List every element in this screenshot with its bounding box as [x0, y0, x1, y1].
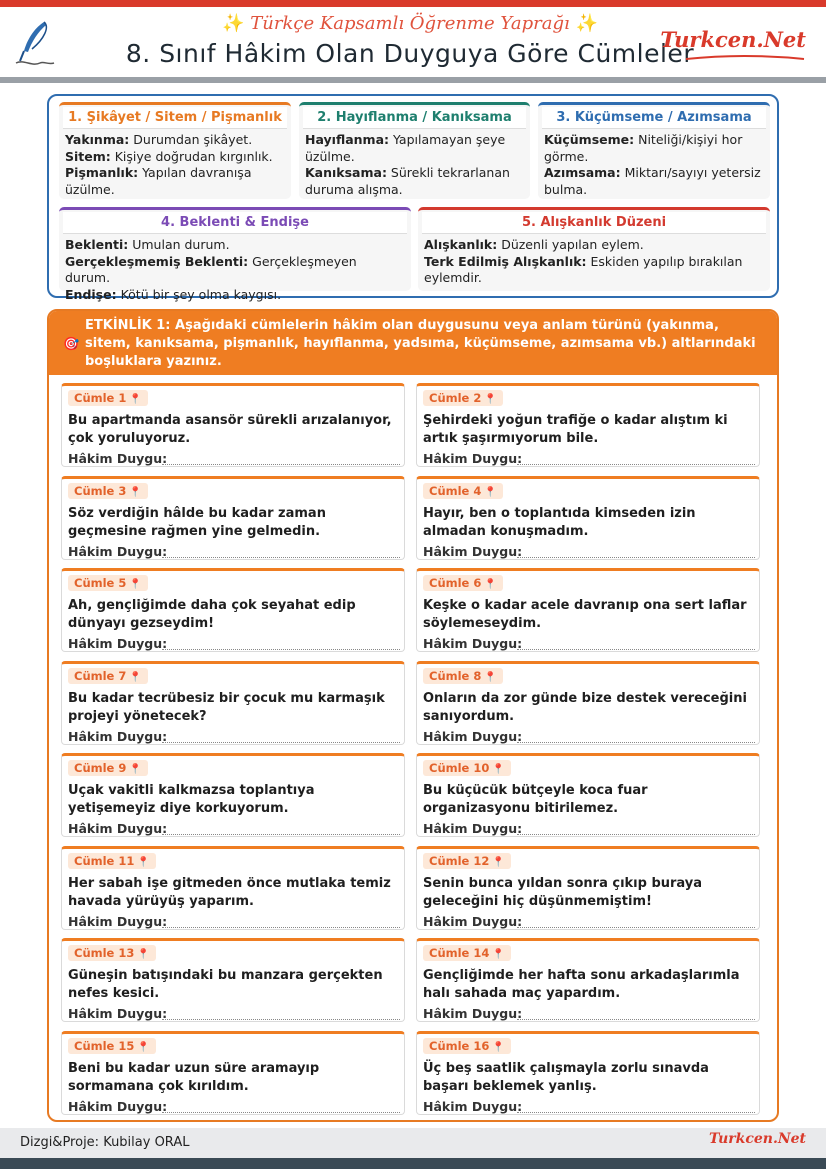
sentence-text: Beni bu kadar uzun süre aramayıp sormamana çok kırıldım.: [68, 1060, 320, 1094]
sentence-text: Her sabah işe gitmeden önce mutlaka temiz havada yürüyüş yaparım.: [68, 875, 391, 909]
answer-label: Hâkim Duygu:: [68, 1098, 168, 1114]
answer-label: Hâkim Duygu:: [68, 451, 168, 466]
pin-icon: 📍: [129, 394, 142, 405]
definition-line: Alışkanlık: Düzenli yapılan eylem.: [424, 237, 644, 252]
footer-brand-logo: Turkcen.Net: [708, 1131, 806, 1147]
sentence-card: [61, 938, 405, 1022]
sentence-number-badge: [423, 390, 503, 406]
sentence-card: [416, 846, 760, 930]
activity-panel: [47, 309, 779, 1122]
answer-label: Hâkim Duygu:: [68, 913, 168, 929]
answer-label: Hâkim Duygu:: [423, 543, 523, 559]
definition-card: [59, 102, 291, 199]
answer-blank-line[interactable]: [517, 834, 755, 835]
footer-credit: Dizgi&Proje: Kubilay ORAL: [20, 1135, 190, 1150]
header-subtitle-text: Türkçe Kapsamlı Öğrenme Yaprağı: [250, 13, 570, 34]
sentence-number: Cümle 15: [74, 1038, 135, 1053]
sentence-text: Bu apartmanda asansör sürekli arızalanıyor, çok yoruluyoruz.: [68, 413, 392, 446]
answer-blank-line[interactable]: [162, 557, 400, 558]
activity-instruction: ETKİNLİK 1: Aşağıdaki cümlelerin hâkim olan duygusunu veya anlam türünü (yakınma, sitem, kanıksama, pişmanlık, hayıflanma, yadsıma, küçümseme, azımsama vb.) altlarındaki boşluklara yazınız.: [85, 318, 756, 369]
sentence-text: Keşke o kadar acele davranıp ona sert laflar söylemeseydim.: [423, 598, 747, 631]
sentence-number: Cümle 3: [74, 483, 127, 498]
answer-blank-line[interactable]: [162, 464, 400, 465]
definition-title: 5. Alışkanlık Düzeni: [422, 212, 766, 234]
sentence-number: Cümle 13: [74, 946, 135, 960]
pin-icon: 📍: [129, 486, 142, 498]
page-footer: [0, 1128, 826, 1158]
sentence-text: Şehirdeki yoğun trafiğe o kadar alıştım ki artık şaşırmıyorum bile.: [423, 413, 728, 446]
answer-blank-line[interactable]: [517, 742, 755, 743]
answer-blank-line[interactable]: [517, 649, 755, 650]
answer-label: Hâkim Duygu:: [68, 821, 168, 836]
sentence-text: Bu kadar tecrübesiz bir çocuk mu karmaşık projeyi yönetecek?: [68, 690, 385, 724]
sentence-card: [61, 753, 405, 837]
definition-line: Endişe: Kötü bir şey olma kaygısı.: [65, 286, 282, 302]
top-accent-bar: [0, 0, 826, 7]
brand-logo: Turkcen.Net: [660, 27, 806, 52]
definition-title: 1. Şikâyet / Sitem / Pişmanlık: [63, 107, 287, 129]
answer-label: Hâkim Duygu:: [423, 1006, 523, 1021]
pin-icon: 📍: [484, 579, 497, 590]
definition-line: Azımsama: Miktarı/sayıyı yetersiz bulma.: [544, 165, 761, 197]
pin-icon: 📍: [129, 671, 142, 683]
answer-blank-line[interactable]: [162, 927, 400, 928]
definition-card: [418, 207, 770, 291]
header-subtitle: [130, 13, 690, 34]
sentence-number-badge: [68, 760, 148, 776]
header-divider: [0, 77, 826, 83]
sentence-number-badge: [68, 1038, 156, 1054]
answer-label: Hâkim Duygu:: [423, 1098, 523, 1114]
sentence-number: Cümle 2: [429, 391, 482, 405]
answer-blank-line[interactable]: [517, 1019, 755, 1020]
sentence-number: Cümle 16: [429, 1038, 490, 1053]
definition-line: Küçümseme: Niteliği/kişiyi hor görme.: [544, 132, 743, 164]
brand-swoosh-icon: [684, 54, 806, 62]
pin-icon: 📍: [137, 856, 150, 868]
sentence-card: [61, 1031, 405, 1115]
answer-blank-line[interactable]: [517, 1112, 755, 1113]
sentence-card: [416, 753, 760, 837]
sentence-number-badge: [423, 575, 503, 591]
definition-line: Terk Edilmiş Alışkanlık: Eskiden yapılıp bırakılan eylemdir.: [424, 253, 743, 285]
sentence-number: Cümle 4: [429, 483, 482, 498]
sentence-number-badge: [68, 575, 148, 591]
sentence-card: [416, 568, 760, 652]
sentence-text: Senin bunca yıldan sonra çıkıp buraya geleceğini hiç düşünmemiştim!: [423, 875, 703, 909]
definition-title: 3. Küçümseme / Azımsama: [542, 107, 766, 129]
sentence-text: Gençliğimde her hafta sonu arkadaşlarımla halı sahada maç yapardım.: [423, 968, 740, 1001]
definition-line: Pişmanlık: Yapılan davranışa üzülme.: [65, 165, 252, 197]
answer-label: Hâkim Duygu:: [423, 451, 523, 466]
sentence-card: [61, 568, 405, 652]
sentence-number: Cümle 12: [429, 853, 490, 868]
sentence-number-badge: [68, 853, 156, 869]
sentence-number-badge: [68, 390, 148, 406]
pin-icon: 📍: [484, 671, 497, 683]
sentence-card: [61, 476, 405, 560]
bottom-accent-bar: [0, 1158, 826, 1169]
sparkle-icon: ✨: [575, 13, 598, 34]
quill-pen-icon: [14, 19, 60, 69]
sentence-text: Bu küçücük bütçeyle koca fuar organizasyonu bitirilemez.: [423, 783, 648, 816]
answer-label: Hâkim Duygu:: [68, 1006, 168, 1021]
sentence-card: [416, 1031, 760, 1115]
sentence-number: Cümle 5: [74, 576, 127, 590]
answer-label: Hâkim Duygu:: [68, 728, 168, 744]
sentence-text: Onların da zor günde bize destek vereceğini sanıyordum.: [423, 690, 747, 724]
definition-line: Hayıflanma: Yapılamayan şeye üzülme.: [305, 132, 506, 164]
sentence-number: Cümle 1: [74, 391, 127, 405]
pin-icon: 📍: [492, 764, 505, 775]
pin-icon: 📍: [492, 856, 505, 868]
sentence-card: [416, 383, 760, 467]
sentence-text: Güneşin batışındaki bu manzara gerçekten nefes kesici.: [68, 968, 383, 1001]
definitions-panel: [47, 94, 779, 302]
sentence-text: Ah, gençliğimde daha çok seyahat edip dünyayı gezseydim!: [68, 598, 356, 631]
target-icon: 🎯: [63, 337, 80, 352]
sentence-number-badge: [423, 668, 503, 684]
definition-card: [538, 102, 770, 199]
sentence-number-badge: [423, 760, 511, 776]
sentence-number: Cümle 7: [74, 668, 127, 683]
sentence-number-badge: [68, 483, 148, 499]
definition-line: Yakınma: Durumdan şikâyet.: [65, 132, 253, 147]
answer-blank-line[interactable]: [162, 1019, 400, 1020]
sparkle-icon: ✨: [222, 13, 245, 34]
pin-icon: 📍: [137, 949, 150, 960]
definition-card: [59, 207, 411, 302]
sentence-number-badge: [68, 945, 156, 961]
sentence-number-badge: [68, 668, 148, 684]
sentence-card: [61, 846, 405, 930]
sentence-number-badge: [423, 853, 511, 869]
answer-blank-line[interactable]: [162, 1112, 400, 1113]
sentence-card: [416, 661, 760, 745]
answer-label: Hâkim Duygu:: [68, 636, 168, 651]
sentence-number-badge: [423, 1038, 511, 1054]
answer-blank-line[interactable]: [517, 927, 755, 928]
pin-icon: 📍: [129, 579, 142, 590]
sentence-number: Cümle 11: [74, 853, 135, 868]
answer-label: Hâkim Duygu:: [68, 543, 168, 559]
sentence-text: Üç beş saatlik çalışmayla zorlu sınavda başarı beklemek yanlış.: [423, 1060, 709, 1094]
definition-line: Sitem: Kişiye doğrudan kırgınlık.: [65, 148, 273, 164]
answer-blank-line[interactable]: [517, 464, 755, 465]
sentence-card: [416, 938, 760, 1022]
answer-label: Hâkim Duygu:: [423, 728, 523, 744]
pin-icon: 📍: [484, 394, 497, 405]
definition-card: [299, 102, 530, 199]
sentence-card: [416, 476, 760, 560]
answer-blank-line[interactable]: [162, 742, 400, 743]
sentence-number-badge: [423, 483, 503, 499]
sentence-text: Uçak vakitli kalkmazsa toplantıya yetişemeyiz diye korkuyorum.: [68, 783, 315, 816]
activity-header: [49, 311, 777, 375]
pin-icon: 📍: [129, 764, 142, 775]
sentence-number: Cümle 9: [74, 761, 127, 775]
sentence-text: Hayır, ben o toplantıda kimseden izin almadan konuşmadım.: [423, 505, 696, 539]
sentence-number-badge: [423, 945, 511, 961]
answer-label: Hâkim Duygu:: [423, 821, 523, 836]
sentence-number: Cümle 6: [429, 576, 482, 590]
definition-line: Beklenti: Umulan durum.: [65, 237, 230, 252]
sentence-number: Cümle 8: [429, 668, 482, 683]
definition-line: Kanıksama: Sürekli tekrarlanan duruma alışma.: [305, 165, 510, 197]
sentence-number: Cümle 14: [429, 946, 490, 960]
page-title: 8. Sınıf Hâkim Olan Duyguya Göre Cümleler: [125, 39, 695, 68]
definition-title: 2. Hayıflanma / Kanıksama: [303, 107, 526, 129]
definition-title: 4. Beklenti & Endişe: [63, 212, 407, 234]
answer-blank-line[interactable]: [162, 649, 400, 650]
answer-blank-line[interactable]: [162, 834, 400, 835]
definition-line: Gerçekleşmemiş Beklenti: Gerçekleşmeyen durum.: [65, 253, 357, 285]
answer-label: Hâkim Duygu:: [423, 913, 523, 929]
answer-label: Hâkim Duygu:: [423, 636, 523, 651]
page-header: [0, 7, 826, 77]
sentence-card: [61, 383, 405, 467]
sentence-text: Söz verdiğin hâlde bu kadar zaman geçmesine rağmen yine gelmedin.: [68, 505, 326, 539]
answer-blank-line[interactable]: [517, 557, 755, 558]
sentence-card: [61, 661, 405, 745]
sentence-number: Cümle 10: [429, 761, 490, 775]
pin-icon: 📍: [492, 949, 505, 960]
pin-icon: 📍: [484, 486, 497, 498]
pin-icon: 📍: [137, 1041, 150, 1053]
pin-icon: 📍: [492, 1041, 505, 1053]
